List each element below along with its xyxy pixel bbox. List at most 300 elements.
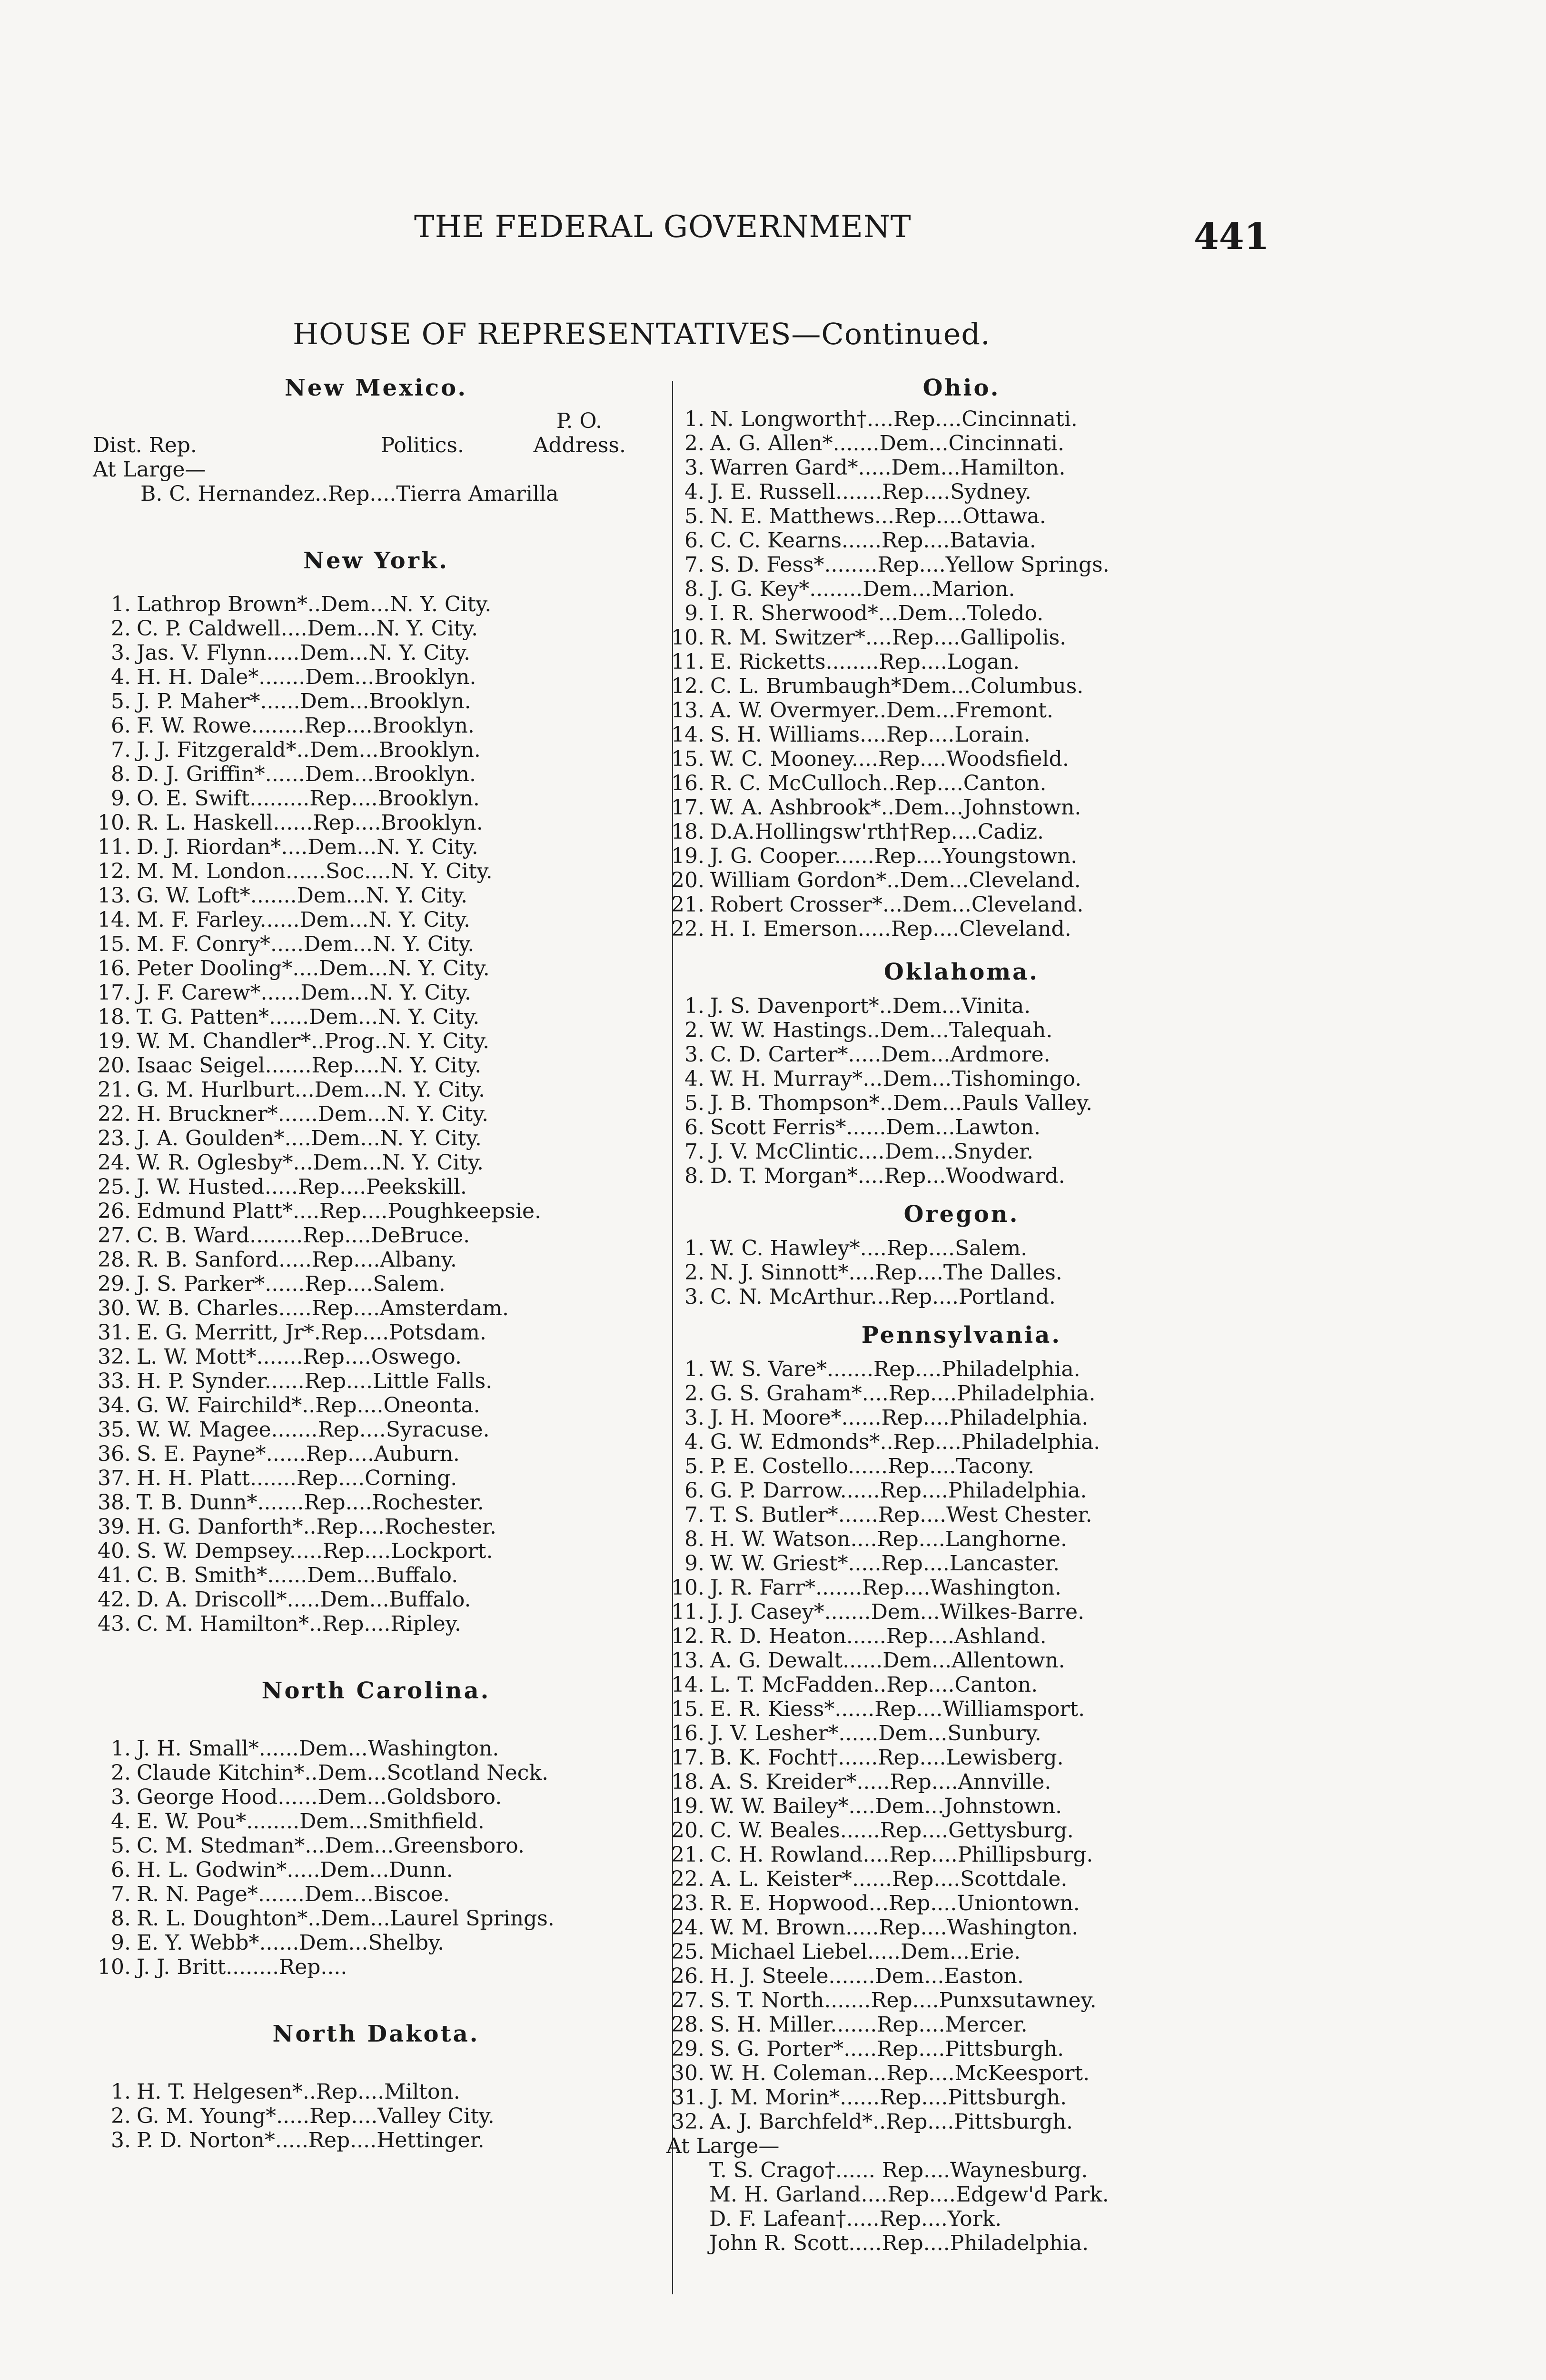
district-number: 3. xyxy=(111,2128,131,2152)
district-number: 6. xyxy=(111,714,131,738)
state-heading-ohio: Ohio. xyxy=(922,375,1001,401)
district-number: 14. xyxy=(671,723,704,747)
list-item xyxy=(93,1515,659,1539)
right-column xyxy=(666,376,1257,2255)
list-item xyxy=(666,650,1257,674)
list-item xyxy=(93,1906,659,1931)
north-dakota-list xyxy=(93,2080,659,2152)
district-number: 29. xyxy=(671,2037,704,2061)
list-item xyxy=(666,407,1257,431)
representative-entry: N. Longworth†....Rep....Cincinnati. xyxy=(710,407,1078,431)
list-item xyxy=(93,981,659,1005)
state-heading-pennsylvania: Pennsylvania. xyxy=(861,1322,1062,1349)
district-number: 25. xyxy=(671,1940,704,1964)
district-number: 8. xyxy=(111,762,131,786)
representative-entry: H. P. Synder......Rep....Little Falls. xyxy=(137,1369,493,1393)
representative-entry: B. K. Focht†......Rep....Lewisberg. xyxy=(710,1745,1064,1770)
list-item xyxy=(93,641,659,665)
column-header xyxy=(93,409,659,433)
representative-entry: H. G. Danforth*..Rep....Rochester. xyxy=(137,1515,496,1539)
list-item xyxy=(93,2080,659,2104)
representative-entry: N. J. Sinnott*....Rep....The Dalles. xyxy=(710,1260,1062,1285)
district-number: 7. xyxy=(684,553,704,577)
representative-entry: W. H. Coleman...Rep....McKeesport. xyxy=(710,2061,1090,2085)
representative-entry: D. J. Riordan*....Dem...N. Y. City. xyxy=(137,835,478,859)
district-number: 14. xyxy=(671,1673,704,1697)
district-number: 22. xyxy=(671,1867,704,1891)
representative-entry: G. M. Hurlburt...Dem...N. Y. City. xyxy=(137,1078,485,1102)
list-item xyxy=(666,431,1257,456)
representative-entry: R. L. Haskell......Rep....Brooklyn. xyxy=(137,811,483,835)
list-item xyxy=(93,932,659,956)
representative-entry: N. E. Matthews...Rep....Ottawa. xyxy=(710,504,1046,528)
district-number: 6. xyxy=(111,1858,131,1882)
list-item xyxy=(93,1393,659,1418)
list-item xyxy=(93,1248,659,1272)
representative-entry: P. D. Norton*.....Rep....Hettinger. xyxy=(137,2128,485,2152)
district-number: 26. xyxy=(671,1964,704,1988)
district-number: 19. xyxy=(671,844,704,868)
north-carolina-list xyxy=(93,1736,659,1979)
representative-entry: Isaac Seigel.......Rep....N. Y. City. xyxy=(137,1053,482,1078)
district-number: 38. xyxy=(98,1490,131,1515)
list-item xyxy=(666,1527,1257,1551)
representative-entry: L. T. McFadden..Rep....Canton. xyxy=(710,1673,1038,1697)
list-item xyxy=(93,1199,659,1223)
oregon-list xyxy=(666,1236,1257,1309)
representative-entry: Peter Dooling*....Dem...N. Y. City. xyxy=(137,956,490,981)
district-number: 27. xyxy=(671,1988,704,2013)
representative-entry: J. M. Morin*......Rep....Pittsburgh. xyxy=(710,2085,1067,2110)
district-number: 12. xyxy=(98,859,131,883)
representative-entry: Lathrop Brown*..Dem...N. Y. City. xyxy=(137,592,492,616)
district-number: 4. xyxy=(111,665,131,689)
district-number: 1. xyxy=(111,592,131,616)
list-item xyxy=(666,795,1257,820)
representative-entry: R. C. McCulloch..Rep....Canton. xyxy=(710,771,1047,795)
list-item xyxy=(666,1236,1257,1260)
representative-entry: H. H. Dale*.......Dem...Brooklyn. xyxy=(137,665,476,689)
list-item xyxy=(93,1931,659,1955)
list-item xyxy=(666,723,1257,747)
list-item xyxy=(666,1988,1257,2013)
district-number: 7. xyxy=(684,1140,704,1164)
representative-entry: C. L. Brumbaugh*Dem...Columbus. xyxy=(710,674,1084,698)
list-item xyxy=(93,665,659,689)
district-number: 5. xyxy=(684,1091,704,1115)
district-number: 3. xyxy=(684,1406,704,1430)
representative-entry: R. M. Switzer*....Rep....Gallipolis. xyxy=(710,625,1067,650)
list-item xyxy=(93,1418,659,1442)
district-number: 5. xyxy=(684,1454,704,1478)
representative-entry: William Gordon*..Dem...Cleveland. xyxy=(710,868,1081,892)
list-item xyxy=(93,1882,659,1906)
representative-entry: H. H. Platt.......Rep....Corning. xyxy=(137,1466,457,1490)
district-number: 2. xyxy=(684,431,704,456)
state-heading-north-carolina: North Carolina. xyxy=(261,1677,491,1704)
list-item xyxy=(666,1430,1257,1454)
representative-entry: D. A. Driscoll*.....Dem...Buffalo. xyxy=(137,1587,471,1612)
list-item xyxy=(666,1745,1257,1770)
district-number: 7. xyxy=(684,1503,704,1527)
district-number: 16. xyxy=(671,1721,704,1745)
header-dist-rep: Dist. Rep. xyxy=(93,433,197,457)
list-item xyxy=(666,1140,1257,1164)
list-item xyxy=(666,698,1257,723)
list-item xyxy=(666,1576,1257,1600)
district-number: 28. xyxy=(98,1248,131,1272)
district-number: 23. xyxy=(98,1126,131,1150)
district-number: 31. xyxy=(98,1320,131,1345)
representative-entry: T. G. Patten*......Dem...N. Y. City. xyxy=(137,1005,480,1029)
representative-entry: G. W. Loft*.......Dem...N. Y. City. xyxy=(137,883,468,908)
column-header-row2 xyxy=(93,433,659,457)
list-item xyxy=(666,1648,1257,1673)
district-number: 8. xyxy=(111,1906,131,1931)
district-number: 23. xyxy=(671,1891,704,1915)
district-number: 14. xyxy=(98,908,131,932)
district-number: 3. xyxy=(111,641,131,665)
representative-entry: J. J. Fitzgerald*..Dem...Brooklyn. xyxy=(137,738,481,762)
district-number: 25. xyxy=(98,1175,131,1199)
list-item xyxy=(666,917,1257,941)
list-item xyxy=(93,1785,659,1809)
representative-entry: J. S. Parker*......Rep....Salem. xyxy=(137,1272,446,1296)
district-number: 12. xyxy=(671,1624,704,1648)
list-item xyxy=(666,1843,1257,1867)
district-number: 13. xyxy=(671,698,704,723)
list-item xyxy=(666,504,1257,528)
representative-entry: R. L. Doughton*..Dem...Laurel Springs. xyxy=(137,1906,555,1931)
district-number: 9. xyxy=(111,1931,131,1955)
district-number: 10. xyxy=(671,1576,704,1600)
representative-entry: M. F. Conry*.....Dem...N. Y. City. xyxy=(137,932,475,956)
representative-entry: W. W. Bailey*....Dem...Johnstown. xyxy=(710,1794,1062,1818)
list-item xyxy=(666,1673,1257,1697)
district-number: 24. xyxy=(671,1915,704,1940)
list-item xyxy=(93,714,659,738)
representative-entry: O. E. Swift.........Rep....Brooklyn. xyxy=(137,786,480,811)
list-item xyxy=(666,1357,1257,1381)
district-number: 18. xyxy=(671,1770,704,1794)
district-number: 20. xyxy=(98,1053,131,1078)
representative-entry: J. E. Russell.......Rep....Sydney. xyxy=(710,480,1031,504)
representative-entry: J. H. Small*......Dem...Washington. xyxy=(137,1736,499,1761)
district-number: 28. xyxy=(671,2013,704,2037)
district-number: 5. xyxy=(111,1834,131,1858)
list-item xyxy=(93,738,659,762)
list-item xyxy=(93,1466,659,1490)
representative-entry: Jas. V. Flynn.....Dem...N. Y. City. xyxy=(137,641,470,665)
district-number: 3. xyxy=(684,456,704,480)
district-number: 31. xyxy=(671,2085,704,2110)
district-number: 17. xyxy=(671,795,704,820)
list-item xyxy=(666,1551,1257,1576)
district-number: 10. xyxy=(98,811,131,835)
list-item xyxy=(666,1697,1257,1721)
representative-entry: H. Bruckner*......Dem...N. Y. City. xyxy=(137,1102,489,1126)
representative-entry: C. C. Kearns......Rep....Batavia. xyxy=(710,528,1036,553)
representative-entry: W. W. Griest*.....Rep....Lancaster. xyxy=(710,1551,1060,1576)
district-number: 3. xyxy=(684,1285,704,1309)
representative-entry: G. W. Edmonds*..Rep....Philadelphia. xyxy=(710,1430,1100,1454)
representative-entry: M. M. London......Soc....N. Y. City. xyxy=(137,859,493,883)
list-item xyxy=(93,1150,659,1175)
representative-entry: J. G. Cooper......Rep....Youngstown. xyxy=(710,844,1078,868)
pennsylvania-list xyxy=(666,1357,1257,2134)
representative-entry: R. E. Hopwood...Rep....Uniontown. xyxy=(710,1891,1080,1915)
representative-entry: George Hood......Dem...Goldsboro. xyxy=(137,1785,502,1809)
representative-entry: J. J. Casey*.......Dem...Wilkes-Barre. xyxy=(710,1600,1085,1624)
header-politics: Politics. xyxy=(380,433,464,457)
list-item xyxy=(93,1175,659,1199)
district-number: 13. xyxy=(98,883,131,908)
representative-entry: F. W. Rowe........Rep....Brooklyn. xyxy=(137,714,475,738)
list-item xyxy=(666,1067,1257,1091)
district-number: 33. xyxy=(98,1369,131,1393)
representative-entry: S. G. Porter*.....Rep....Pittsburgh. xyxy=(710,2037,1064,2061)
representative-entry: T. B. Dunn*.......Rep....Rochester. xyxy=(137,1490,484,1515)
list-item xyxy=(666,1624,1257,1648)
state-heading-north-dakota: North Dakota. xyxy=(272,2021,480,2047)
district-number: 21. xyxy=(98,1078,131,1102)
list-item xyxy=(666,1260,1257,1285)
list-item xyxy=(666,553,1257,577)
list-item xyxy=(666,844,1257,868)
list-item xyxy=(93,1029,659,1053)
list-item xyxy=(666,1381,1257,1406)
representative-entry: J. J. Britt........Rep.... xyxy=(137,1955,347,1979)
district-number: 43. xyxy=(98,1612,131,1636)
representative-entry: S. W. Dempsey.....Rep....Lockport. xyxy=(137,1539,493,1563)
representative-entry: R. N. Page*.......Dem...Biscoe. xyxy=(137,1882,450,1906)
district-number: 17. xyxy=(98,981,131,1005)
district-number: 9. xyxy=(111,786,131,811)
list-item xyxy=(666,2037,1257,2061)
representative-entry: R. B. Sanford.....Rep....Albany. xyxy=(137,1248,457,1272)
district-number: 6. xyxy=(684,1115,704,1140)
header-po: P. O. xyxy=(556,409,602,433)
representative-entry: D. J. Griffin*......Dem...Brooklyn. xyxy=(137,762,476,786)
district-number: 9. xyxy=(684,1551,704,1576)
list-item xyxy=(666,747,1257,771)
representative-entry: T. S. Butler*......Rep....West Chester. xyxy=(710,1503,1092,1527)
district-number: 41. xyxy=(98,1563,131,1587)
list-item xyxy=(93,1761,659,1785)
list-item xyxy=(93,1955,659,1979)
representative-entry: J. F. Carew*......Dem...N. Y. City. xyxy=(137,981,471,1005)
list-item xyxy=(93,908,659,932)
representative-entry: A. L. Keister*......Rep....Scottdale. xyxy=(710,1867,1068,1891)
district-number: 7. xyxy=(111,738,131,762)
district-number: 13. xyxy=(671,1648,704,1673)
representative-entry: H. J. Steele.......Dem...Easton. xyxy=(710,1964,1024,1988)
representative-entry: C. B. Ward........Rep....DeBruce. xyxy=(137,1223,470,1248)
list-item xyxy=(93,1005,659,1029)
list-item xyxy=(93,1563,659,1587)
list-item xyxy=(93,1736,659,1761)
list-item xyxy=(666,1503,1257,1527)
list-item xyxy=(666,1770,1257,1794)
district-number: 11. xyxy=(671,650,704,674)
district-number: 24. xyxy=(98,1150,131,1175)
list-item xyxy=(666,2085,1257,2110)
list-item xyxy=(666,1478,1257,1503)
representative-entry: J. A. Goulden*....Dem...N. Y. City. xyxy=(137,1126,482,1150)
representative-entry: Edmund Platt*....Rep....Poughkeepsie. xyxy=(137,1199,542,1223)
list-item xyxy=(666,625,1257,650)
list-item xyxy=(666,2110,1257,2134)
representative-entry: Warren Gard*.....Dem...Hamilton. xyxy=(710,456,1066,480)
list-item xyxy=(93,592,659,616)
district-number: 1. xyxy=(684,1357,704,1381)
district-number: 36. xyxy=(98,1442,131,1466)
list-item xyxy=(93,2104,659,2128)
representative-entry: J. H. Moore*......Rep....Philadelphia. xyxy=(710,1406,1089,1430)
district-number: 2. xyxy=(111,2104,131,2128)
representative-entry: W. R. Oglesby*...Dem...N. Y. City. xyxy=(137,1150,484,1175)
district-number: 8. xyxy=(684,577,704,601)
district-number: 26. xyxy=(98,1199,131,1223)
list-item xyxy=(666,1164,1257,1188)
representative-entry: J. V. McClintic....Dem...Snyder. xyxy=(710,1140,1034,1164)
list-item xyxy=(666,480,1257,504)
representative-entry: J. R. Farr*.......Rep....Washington. xyxy=(710,1576,1061,1600)
representative-entry: A. G. Allen*.......Dem...Cincinnati. xyxy=(710,431,1064,456)
representative-entry: W. C. Mooney....Rep....Woodsfield. xyxy=(710,747,1069,771)
district-number: 1. xyxy=(684,407,704,431)
list-item xyxy=(93,1053,659,1078)
list-item xyxy=(93,1612,659,1636)
district-number: 8. xyxy=(684,1164,704,1188)
representative-entry: L. W. Mott*.......Rep....Oswego. xyxy=(137,1345,462,1369)
list-item xyxy=(93,1809,659,1834)
district-number: 6. xyxy=(684,528,704,553)
district-number: 1. xyxy=(111,2080,131,2104)
representative-entry: Claude Kitchin*..Dem...Scotland Neck. xyxy=(137,1761,549,1785)
ohio-list xyxy=(666,407,1257,941)
representative-entry: H. L. Godwin*.....Dem...Dunn. xyxy=(137,1858,453,1882)
left-column xyxy=(93,376,659,2152)
list-item xyxy=(666,601,1257,625)
representative-entry: C. B. Smith*......Dem...Buffalo. xyxy=(137,1563,458,1587)
district-number: 3. xyxy=(111,1785,131,1809)
district-number: 17. xyxy=(671,1745,704,1770)
list-item xyxy=(93,835,659,859)
list-item xyxy=(93,762,659,786)
list-item xyxy=(666,771,1257,795)
list-item xyxy=(666,456,1257,480)
list-item xyxy=(666,1794,1257,1818)
district-number: 34. xyxy=(98,1393,131,1418)
district-number: 16. xyxy=(98,956,131,981)
representative-entry: J. P. Maher*......Dem...Brooklyn. xyxy=(137,689,471,714)
representative-entry: Scott Ferris*......Dem...Lawton. xyxy=(710,1115,1041,1140)
district-number: 20. xyxy=(671,1818,704,1843)
district-number: 22. xyxy=(671,917,704,941)
list-item xyxy=(93,1587,659,1612)
list-item xyxy=(93,1320,659,1345)
representative-entry: D.A.Hollingsw'rth†Rep....Cadiz. xyxy=(710,820,1044,844)
list-item xyxy=(93,859,659,883)
representative-entry: A. J. Barchfeld*..Rep....Pittsburgh. xyxy=(710,2110,1073,2134)
at-large-entry: T. S. Crago†...... Rep....Waynesburg. xyxy=(709,2158,1088,2182)
list-item xyxy=(666,2013,1257,2037)
list-item xyxy=(93,883,659,908)
district-number: 12. xyxy=(671,674,704,698)
list-item xyxy=(666,820,1257,844)
district-number: 4. xyxy=(684,1430,704,1454)
list-item xyxy=(666,1285,1257,1309)
representative-entry: E. Ricketts........Rep....Logan. xyxy=(710,650,1020,674)
district-number: 8. xyxy=(684,1527,704,1551)
list-item xyxy=(93,811,659,835)
list-item xyxy=(666,674,1257,698)
district-number: 20. xyxy=(671,868,704,892)
district-number: 16. xyxy=(671,771,704,795)
district-number: 19. xyxy=(671,1794,704,1818)
pennsylvania-at-large-list xyxy=(666,2158,1257,2255)
representative-entry: W. M. Brown.....Rep....Washington. xyxy=(710,1915,1079,1940)
list-item xyxy=(666,1721,1257,1745)
state-heading-new-mexico: New Mexico. xyxy=(284,375,468,401)
at-large-label-pa: At Large— xyxy=(666,2134,780,2158)
representative-entry: C. M. Stedman*...Dem...Greensboro. xyxy=(137,1834,525,1858)
representative-entry: C. W. Beales......Rep....Gettysburg. xyxy=(710,1818,1074,1843)
representative-entry: E. R. Kiess*......Rep....Williamsport. xyxy=(710,1697,1085,1721)
district-number: 37. xyxy=(98,1466,131,1490)
list-item xyxy=(666,1915,1257,1940)
list-item xyxy=(666,1964,1257,1988)
representative-entry: E. G. Merritt, Jr*.Rep....Potsdam. xyxy=(137,1320,486,1345)
district-number: 18. xyxy=(671,820,704,844)
representative-entry: W. A. Ashbrook*..Dem...Johnstown. xyxy=(710,795,1081,820)
district-number: 6. xyxy=(684,1478,704,1503)
representative-entry: D. T. Morgan*....Rep...Woodward. xyxy=(710,1164,1065,1188)
oklahoma-list xyxy=(666,994,1257,1188)
representative-entry: S. E. Payne*......Rep....Auburn. xyxy=(137,1442,460,1466)
representative-entry: W. S. Vare*.......Rep....Philadelphia. xyxy=(710,1357,1080,1381)
list-item xyxy=(666,868,1257,892)
representative-entry: S. H. Miller.......Rep....Mercer. xyxy=(710,2013,1028,2037)
section-heading: HOUSE OF REPRESENTATIVES—Continued. xyxy=(293,317,991,351)
district-number: 2. xyxy=(684,1381,704,1406)
representative-entry: W. C. Hawley*....Rep....Salem. xyxy=(710,1236,1028,1260)
list-item xyxy=(93,1102,659,1126)
representative-entry: S. H. Williams....Rep....Lorain. xyxy=(710,723,1031,747)
representative-entry: I. R. Sherwood*...Dem...Toledo. xyxy=(710,601,1044,625)
at-large-entry: B. C. Hernandez..Rep....Tierra Amarilla xyxy=(140,482,559,506)
district-number: 21. xyxy=(671,1843,704,1867)
list-item xyxy=(666,994,1257,1018)
district-number: 1. xyxy=(684,994,704,1018)
representative-entry: J. S. Davenport*..Dem...Vinita. xyxy=(710,994,1031,1018)
district-number: 3. xyxy=(684,1042,704,1067)
representative-entry: P. E. Costello......Rep....Tacony. xyxy=(710,1454,1034,1478)
representative-entry: S. D. Fess*........Rep....Yellow Springs. xyxy=(710,553,1110,577)
district-number: 2. xyxy=(684,1260,704,1285)
district-number: 1. xyxy=(111,1736,131,1761)
representative-entry: J. G. Key*........Dem...Marion. xyxy=(710,577,1015,601)
representative-entry: W. W. Magee.......Rep....Syracuse. xyxy=(137,1418,490,1442)
representative-entry: C. N. McArthur...Rep....Portland. xyxy=(710,1285,1056,1309)
district-number: 4. xyxy=(684,1067,704,1091)
representative-entry: R. D. Heaton......Rep....Ashland. xyxy=(710,1624,1047,1648)
list-item xyxy=(93,1369,659,1393)
list-item xyxy=(93,1442,659,1466)
district-number: 7. xyxy=(111,1882,131,1906)
district-number: 30. xyxy=(671,2061,704,2085)
